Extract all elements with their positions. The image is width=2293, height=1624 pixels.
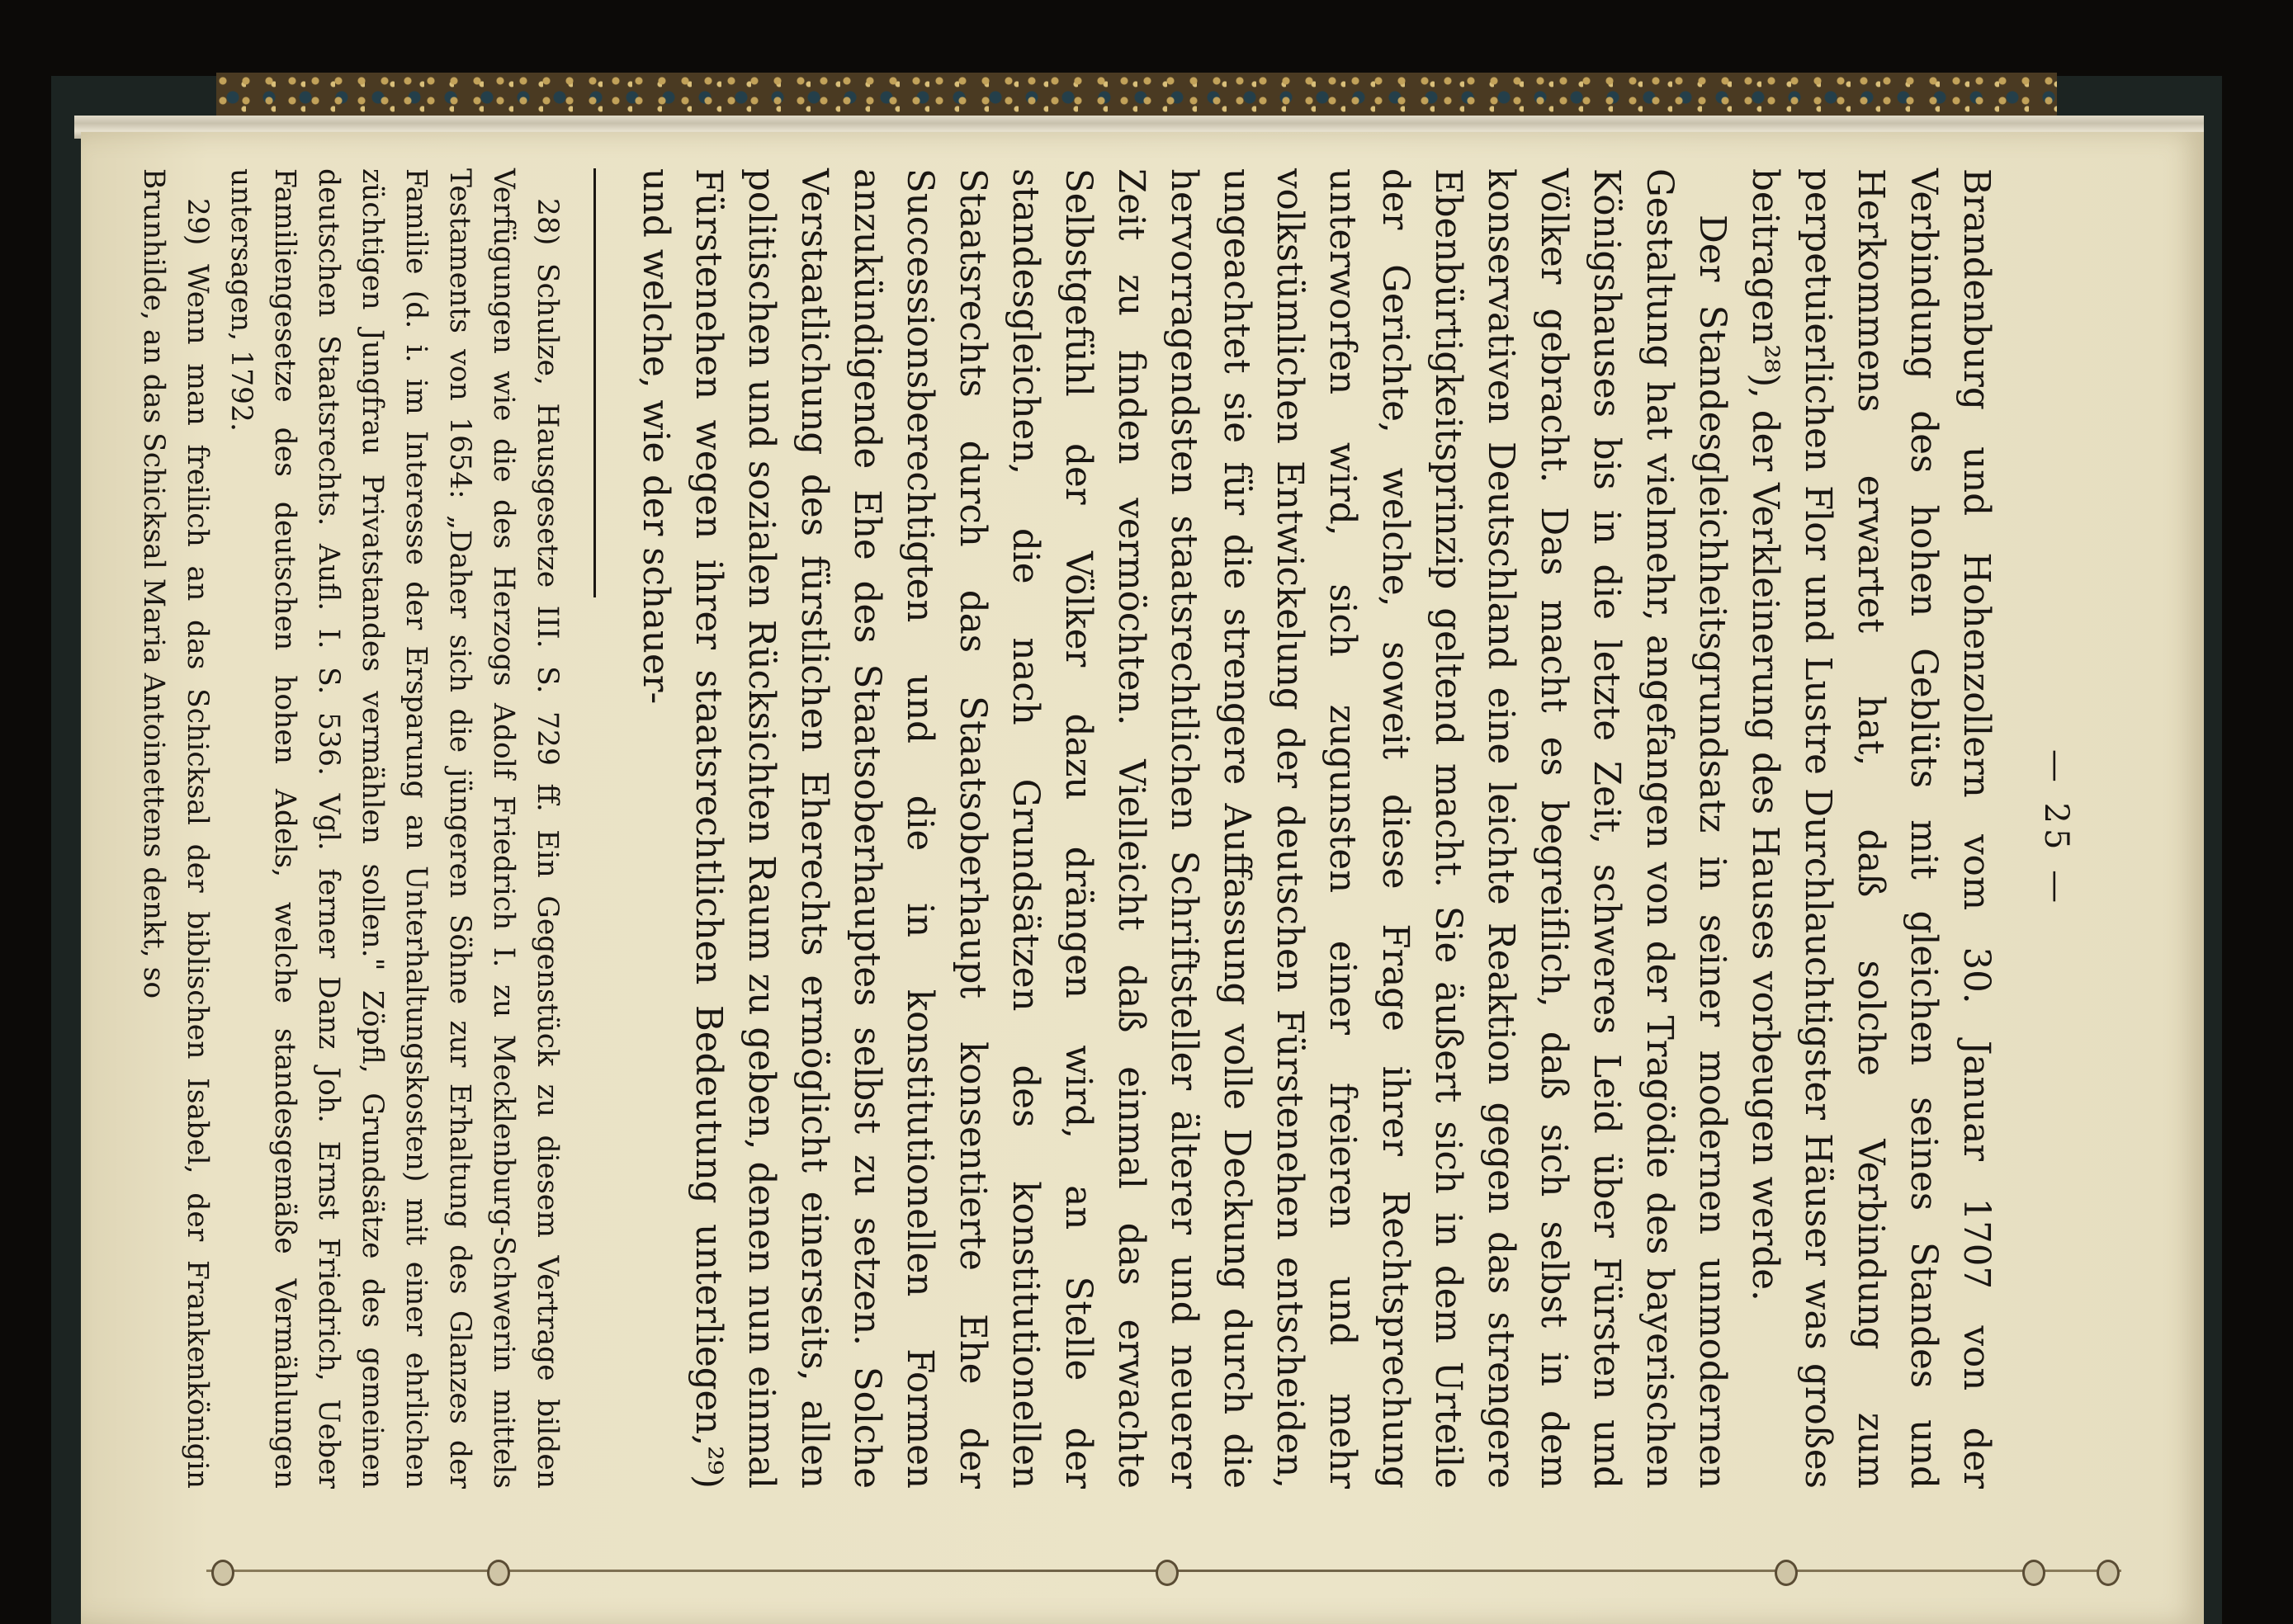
footnote-divider bbox=[593, 168, 596, 597]
footnote: 29) Wenn man freilich an das Schicksal der biblischen Isabel, der Frankenkönigin Brunhilde, an das Schicksal Maria Antoinettens denkt, so bbox=[137, 168, 214, 1489]
stitch-icon bbox=[2022, 1560, 2045, 1586]
page-text-block bbox=[137, 168, 2075, 1489]
marbled-page-edge bbox=[216, 73, 2057, 120]
body-paragraph: Brandenburg und Hohenzollern vom 30. Januar 1707 von der Verbindung des hohen Geblüts mit gleichen seines Standes und Herkommens erwartet hat, daß solche Verbindung zum perpetuierlichen Flor und Lustre Durchlauchtigster Häuser was großes beitragen²⁸), der Verkleinerung des Hauses vorbeugen werde. bbox=[1744, 168, 1997, 1489]
stitch-icon bbox=[1775, 1560, 1798, 1586]
footnote: 28) Schulze, Hausgesetze III. S. 729 ff. Ein Gegenstück zu diesem Vertrage bilden Verfügungen wie die des Herzogs Adolf Friedrich I. zu Mecklenburg-Schwerin mittels Testaments von 1654: „Daher sich die jüngeren Söhne zur Erhaltung des Glanzes der Familie (d. i. im Interesse der Ersparung an Unterhaltungskosten) mit einer ehrlichen züchtigen Jungfrau Privatstandes vermählen sollen." Zöpfl, Grundsätze des gemeinen deutschen Staatsrechts. Aufl. I. S. 536. Vgl. ferner Danz Joh. Ernst Friedrich, Ueber Familiengesetze des deutschen hohen Adels, welche standesgemäße Vermählungen untersagen, 1792. bbox=[225, 168, 564, 1489]
stitch-icon bbox=[1156, 1560, 1179, 1586]
stitch-icon bbox=[211, 1560, 234, 1586]
stitch-icon bbox=[487, 1560, 510, 1586]
stitch-icon bbox=[2097, 1560, 2120, 1586]
binding-gutter bbox=[206, 1551, 2121, 1588]
page-number: — 25 — bbox=[2037, 748, 2075, 909]
body-paragraph: Der Standesgleichheitsgrundsatz in seiner modernen unmodernen Gestaltung hat vielmehr, angefangen von der Tragödie des bayerischen Königshauses bis in die letzte Zeit, schweres Leid über Fürsten und Völker gebracht. Das macht es begreiflich, daß sich selbst in dem konservativen Deutschland eine leichte Reaktion gegen das strengere Ebenbürtigkeitsprinzip geltend macht. Sie äußert sich in dem Urteile der Gerichte, welche, soweit diese Frage ihrer Rechtsprechung unterworfen wird, sich zugunsten einer freieren und mehr volkstümlichen Entwickelung der deutschen Fürstenehen entscheiden, ungeachtet sie für die strengere Auffassung volle Deckung durch die hervorragendsten staatsrechtlichen Schriftsteller älterer und neuerer Zeit zu finden vermöchten. Vielleicht daß einmal das erwachte Selbstgefühl der Völker dazu drängen wird, an Stelle der standesgleichen, die nach Grundsätzen des konstitutionellen Staatsrechts durch das Staatsoberhaupt konsentierte Ehe der Successionsberechtigten und die in konstitutionellen Formen anzukündigende Ehe des Staatsoberhauptes selbst zu setzen. Solche Verstaatlichung des fürstlichen Eherechts ermöglicht einerseits, allen politischen und sozialen Rücksichten Raum zu geben, denen nun einmal Fürstenehen wegen ihrer staatsrechtlichen Bedeutung unterliegen,²⁹) und welche, wie der schauer- bbox=[635, 168, 1733, 1489]
